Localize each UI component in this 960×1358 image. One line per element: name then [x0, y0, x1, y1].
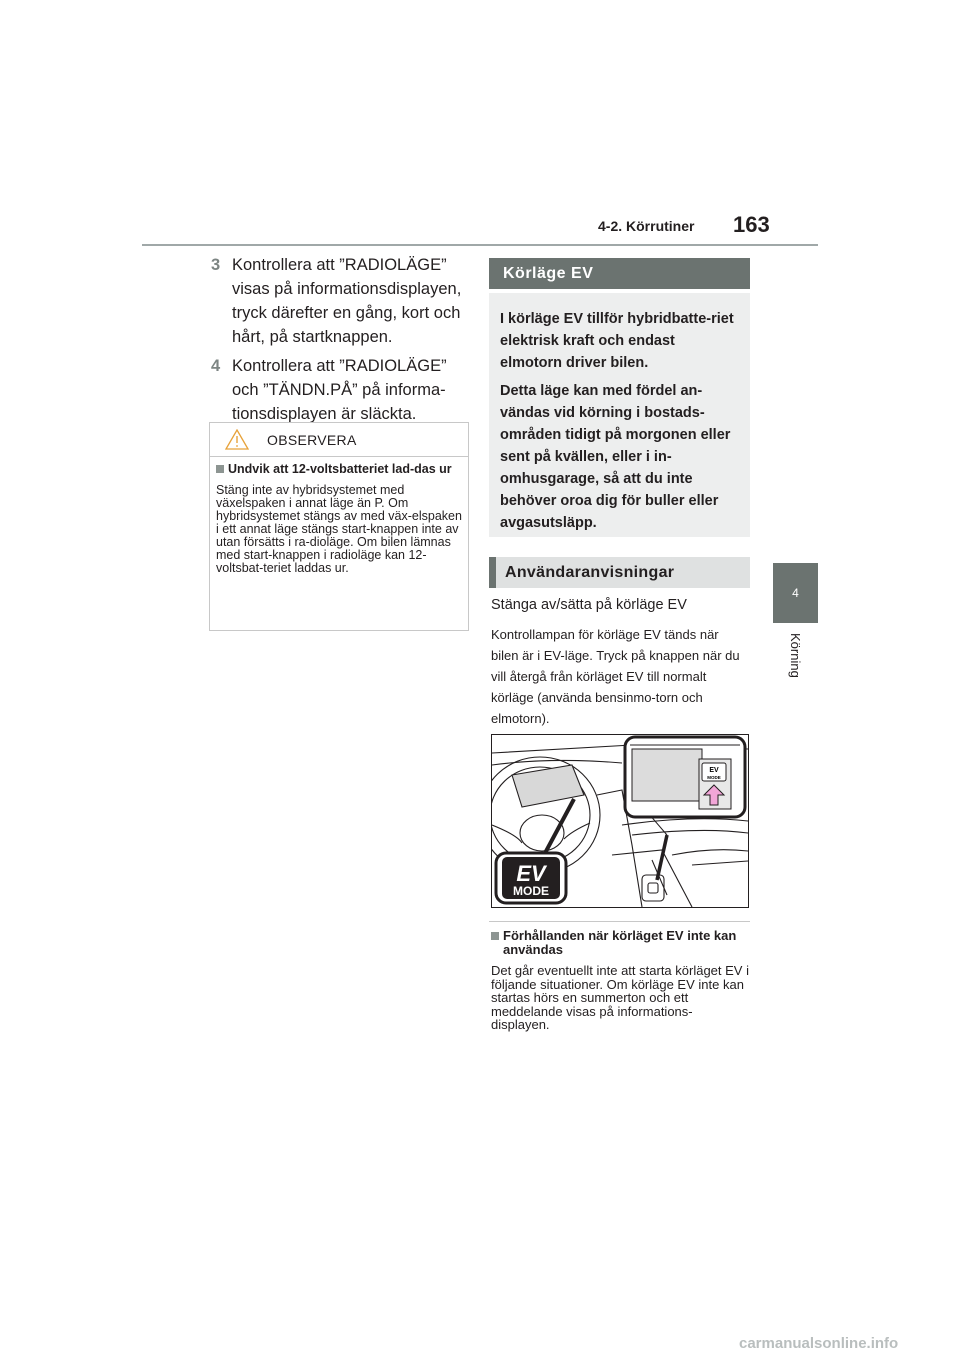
ev-badge-label: EV [516, 861, 546, 886]
step-text: Kontrollera att ”RADIOLÄGE” visas på informationsdisplayen, tryck därefter en gång, kort och hårt, på startknappen. [232, 256, 462, 346]
ev-mode-summary [489, 293, 750, 537]
ev-mode-button-illustration [491, 734, 749, 908]
section-rule [489, 921, 750, 922]
chapter-side-label [768, 633, 823, 693]
chapter-number: 4 [792, 586, 799, 600]
square-bullet-icon [216, 465, 224, 473]
small-ev-label: EV [709, 767, 719, 774]
mode-badge-label: MODE [513, 884, 549, 898]
ev-paragraph: Detta läge kan med fördel an-vändas vid körning i bostads-områden tidigt på morgonen eller sent på kvällen, eller i in-omhusgarage, så att du inte behöver oroa dig för buller eller avgasutsläpp. [500, 383, 731, 531]
conditions-section [491, 929, 751, 1032]
page-number: 163 [733, 212, 770, 237]
chapter-name: Körning [788, 633, 803, 678]
notice-title: OBSERVERA [267, 431, 357, 448]
step-number: 4 [211, 357, 221, 375]
step-text: Kontrollera att ”RADIOLÄGE” och ”TÄNDN.PÅ” på informa-tionsdisplayen är släckta. [232, 357, 447, 423]
user-notes-heading: Användaranvisningar [489, 557, 750, 588]
chapter-tab [773, 563, 818, 623]
square-bullet-icon [491, 932, 499, 940]
ev-mode-heading: Körläge EV [489, 258, 750, 289]
watermark: carmanualsonline.info [739, 1335, 899, 1352]
step-item [211, 253, 467, 349]
ev-paragraph: I körläge EV tillför hybridbatte-riet elektrisk kraft och endast elmotorn driver bilen. [500, 311, 734, 371]
section-title: 4-2. Körrutiner [598, 218, 695, 234]
conditions-heading [491, 929, 751, 957]
header-rule [142, 244, 818, 246]
notice-box [209, 422, 469, 631]
notice-heading [216, 463, 463, 476]
small-mode-label: MODE [707, 775, 721, 780]
notice-heading-text: Undvik att 12-voltsbatteriet lad-das ur [228, 462, 452, 476]
conditions-heading-text: Förhållanden när körläget EV inte kan användas [503, 928, 737, 957]
procedure-steps [211, 253, 467, 431]
warning-triangle-icon [225, 429, 249, 450]
step-item [211, 354, 467, 426]
user-notes-description: Kontrollampan för körläge EV tänds när bilen är i EV-läge. Tryck på knappen när du vill återgå från körläget EV till normalt körläge (använda bensinmo-torn och elmotorn). [491, 627, 740, 726]
user-notes-subtitle: Stänga av/sätta på körläge EV [491, 597, 687, 613]
notice-header [210, 423, 468, 457]
conditions-text: Det går eventuellt inte att starta körläget EV i följande situationer. Om körläge EV inte kan startas hörs en summerton och ett meddelande visas på informations-displayen. [491, 963, 749, 1032]
step-number: 3 [211, 256, 221, 274]
notice-text: Stäng inte av hybridsystemet med växelspaken i annat läge än P. Om hybridsystemet stängs av med väx-elspaken i ett annat läge stängs start-knappen inte av utan försätts i ra-dioläge. Om bilen lämnas med start-knappen i radioläge kan 12-voltsbat-teriet laddas ur. [216, 483, 462, 575]
notice-body [210, 457, 468, 575]
